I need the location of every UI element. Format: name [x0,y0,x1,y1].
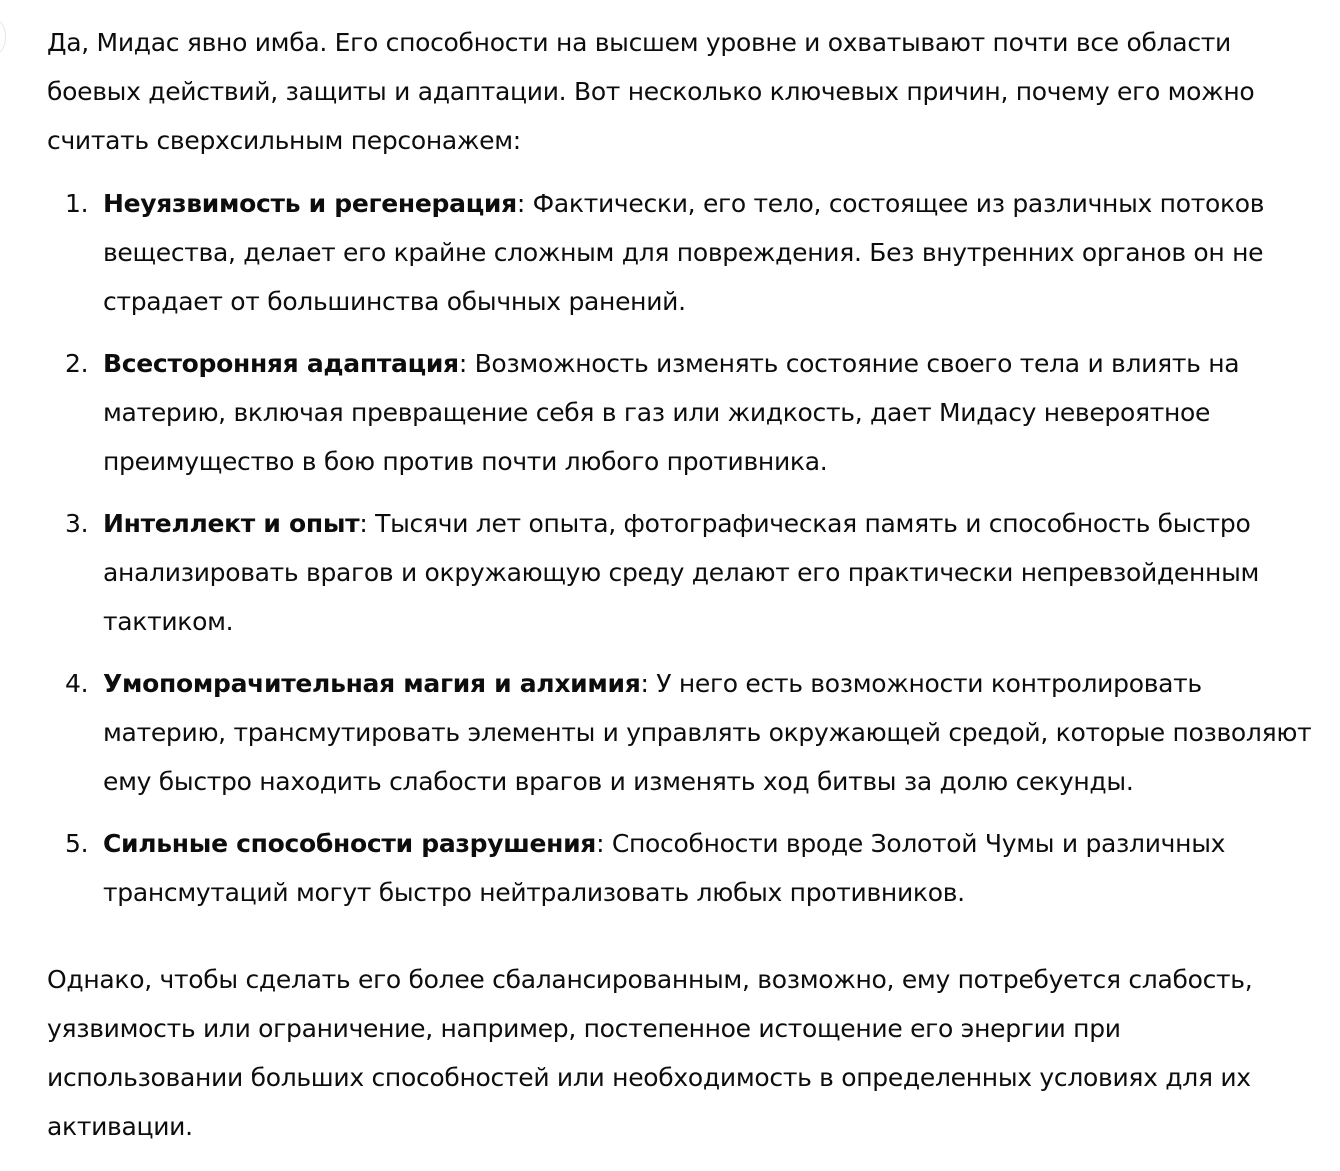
list-item-text: : Фактически, его тело, состоящее из различных потоков вещества, делает его крайне сложным для повреждения. Без внутренних органов он не страдает от большинства обычных ранений. [103,189,1265,316]
list-item-number: 2. [65,349,89,378]
list-item-title: Сильные способности разрушения [103,829,597,858]
list-item-title: Всесторонняя адаптация [103,349,459,378]
list-item-number: 5. [65,829,89,858]
list-item-title: Неуязвимость и регенерация [103,189,517,218]
list-item-number: 3. [65,509,89,538]
list-item-title: Интеллект и опыт [103,509,360,538]
reasons-list [47,179,1317,917]
list-item-text: : Тысячи лет опыта, фотографическая память и способность быстро анализировать врагов и окружающую среду делают его практически непревзойденным тактиком. [103,509,1260,636]
list-item-text: : У него есть возможности контролировать материю, трансмутировать элементы и управлять окружающей средой, которые позволяют ему быстро находить слабости врагов и изменять ход битвы за долю секунды. [103,669,1312,796]
assistant-message [47,18,1317,1151]
list-item [47,499,1317,646]
list-item [47,659,1317,806]
list-item-number: 1. [65,189,89,218]
edge-avatar-fragment [0,20,6,54]
list-item [47,339,1317,486]
list-item-text: : Возможность изменять состояние своего тела и влиять на материю, включая превращение себя в газ или жидкость, дает Мидасу невероятное преимущество в бою против почти любого противника. [103,349,1240,476]
list-item [47,179,1317,326]
list-item-number: 4. [65,669,89,698]
list-item-title: Умопомрачительная магия и алхимия [103,669,641,698]
intro-paragraph: Да, Мидас явно имба. Его способности на высшем уровне и охватывают почти все области боевых действий, защиты и адаптации. Вот несколько ключевых причин, почему его можно считать сверхсильным персонажем: [47,28,1255,155]
list-item [47,819,1317,917]
outro-paragraph: Однако, чтобы сделать его более сбалансированным, возможно, ему потребуется слабость, уязвимость или ограничение, например, постепенное истощение его энергии при использовании больших способностей или необходимость в определенных условиях для их активации. [47,965,1253,1141]
list-item-text: : Способности вроде Золотой Чумы и различных трансмутаций могут быстро нейтрализовать любых противников. [103,829,1226,907]
